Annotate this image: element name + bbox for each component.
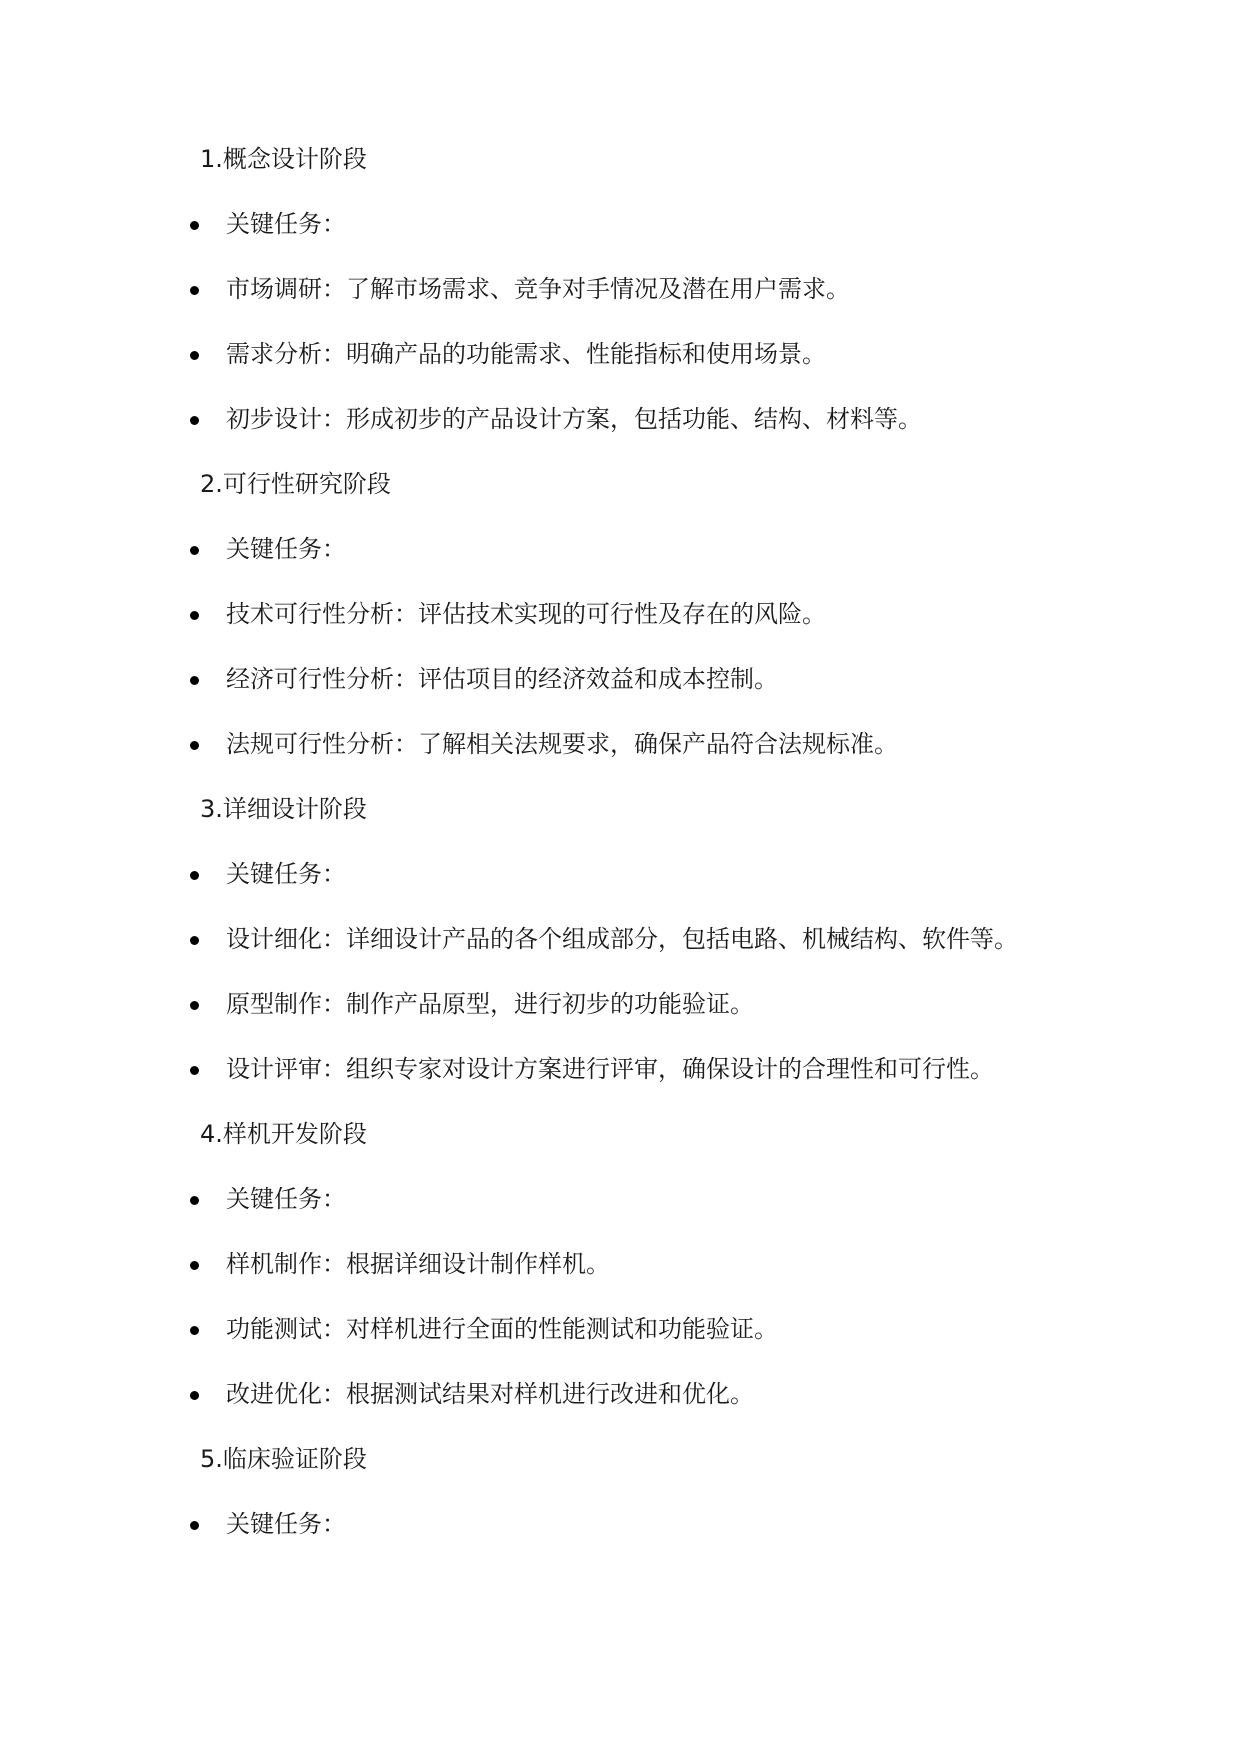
list-item <box>0 1377 1241 1442</box>
list-item <box>0 922 1241 987</box>
list-item <box>0 662 1241 727</box>
section-4 <box>0 1117 1241 1182</box>
section-2 <box>0 467 1241 532</box>
bullet-icon <box>190 351 199 360</box>
bullet-icon <box>190 1196 199 1205</box>
bullet-icon <box>190 1326 199 1335</box>
list-item <box>0 1182 1241 1247</box>
list-item <box>0 402 1241 467</box>
section-heading: 3.详细设计阶段 <box>200 795 367 823</box>
list-item-text: 需求分析：明确产品的功能需求、性能指标和使用场景。 <box>226 340 826 368</box>
list-item-text: 设计细化：详细设计产品的各个组成部分，包括电路、机械结构、软件等。 <box>226 925 1018 953</box>
section-heading: 4.样机开发阶段 <box>200 1120 367 1148</box>
bullet-icon <box>190 1001 199 1010</box>
list-item-text: 样机制作：根据详细设计制作样机。 <box>226 1250 610 1278</box>
list-item-text: 关键任务： <box>226 210 346 238</box>
bullet-icon <box>190 741 199 750</box>
section-5 <box>0 1442 1241 1507</box>
list-item <box>0 337 1241 402</box>
section-heading: 5.临床验证阶段 <box>200 1445 367 1473</box>
section-heading: 1.概念设计阶段 <box>200 145 367 173</box>
bullet-icon <box>190 871 199 880</box>
list-item <box>0 1507 1241 1572</box>
bullet-icon <box>190 416 199 425</box>
bullet-icon <box>190 221 199 230</box>
bullet-icon <box>190 611 199 620</box>
section-3 <box>0 792 1241 857</box>
list-item <box>0 1247 1241 1312</box>
list-item <box>0 207 1241 272</box>
list-item <box>0 1052 1241 1117</box>
list-item <box>0 597 1241 662</box>
list-item-text: 关键任务： <box>226 1510 346 1538</box>
list-item-text: 关键任务： <box>226 535 346 563</box>
bullet-icon <box>190 1391 199 1400</box>
list-item <box>0 987 1241 1052</box>
list-item-text: 改进优化：根据测试结果对样机进行改进和优化。 <box>226 1380 754 1408</box>
list-item-text: 功能测试：对样机进行全面的性能测试和功能验证。 <box>226 1315 778 1343</box>
list-item <box>0 857 1241 922</box>
bullet-icon <box>190 546 199 555</box>
list-item <box>0 532 1241 597</box>
list-item-text: 关键任务： <box>226 1185 346 1213</box>
bullet-icon <box>190 1261 199 1270</box>
list-item-text: 原型制作：制作产品原型，进行初步的功能验证。 <box>226 990 754 1018</box>
list-item-text: 初步设计：形成初步的产品设计方案，包括功能、结构、材料等。 <box>226 405 922 433</box>
list-item <box>0 1312 1241 1377</box>
list-item-text: 技术可行性分析：评估技术实现的可行性及存在的风险。 <box>226 600 826 628</box>
bullet-icon <box>190 1066 199 1075</box>
list-item-text: 设计评审：组织专家对设计方案进行评审，确保设计的合理性和可行性。 <box>226 1055 994 1083</box>
bullet-icon <box>190 286 199 295</box>
list-item-text: 市场调研：了解市场需求、竞争对手情况及潜在用户需求。 <box>226 275 850 303</box>
list-item-text: 法规可行性分析：了解相关法规要求，确保产品符合法规标准。 <box>226 730 898 758</box>
bullet-icon <box>190 1521 199 1530</box>
bullet-icon <box>190 936 199 945</box>
section-heading: 2.可行性研究阶段 <box>200 470 391 498</box>
bullet-icon <box>190 676 199 685</box>
section-1 <box>0 142 1241 207</box>
list-item-text: 关键任务： <box>226 860 346 888</box>
list-item <box>0 272 1241 337</box>
list-item-text: 经济可行性分析：评估项目的经济效益和成本控制。 <box>226 665 778 693</box>
list-item <box>0 727 1241 792</box>
document-content <box>0 142 1241 1572</box>
